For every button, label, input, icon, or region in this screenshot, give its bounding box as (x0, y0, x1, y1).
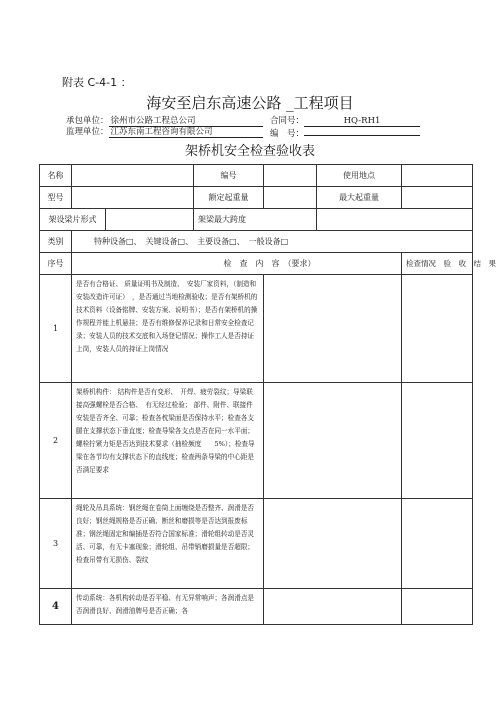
item-number: 3 (40, 499, 72, 589)
name-value[interactable] (72, 165, 194, 187)
max-span-label: 架梁最大跨度 (194, 209, 317, 231)
item-status[interactable] (264, 499, 402, 589)
supervisor-value: 江苏东南工程咨询有限公司 (109, 125, 263, 138)
item-status[interactable] (264, 275, 402, 383)
serial-label: 编 号： (270, 129, 305, 139)
contract-no-value: HQ-RH1 (304, 116, 420, 127)
max-load-label: 最大起重量 (317, 187, 402, 209)
content-header: 检 查 内 容 （要求） (72, 253, 402, 275)
rated-load-label: 额定起重量 (194, 187, 264, 209)
appendix-label: 附表 C-4-1 ： (62, 76, 132, 89)
serial-value (304, 125, 420, 136)
beam-form-value[interactable] (106, 209, 194, 231)
form-title: 架桥机安全检查验收表 (184, 144, 315, 159)
location-value[interactable] (402, 165, 473, 187)
serial-value-cell[interactable] (264, 165, 317, 187)
item-result[interactable] (402, 589, 473, 625)
item-row (40, 589, 473, 625)
item-status[interactable] (264, 383, 402, 499)
category-label: 类别 (40, 231, 72, 253)
inspection-table (39, 164, 496, 625)
item-content: 是否有合格证、 质量证明书及制造、 安装厂家资料，（制造和安装改造许可证） ，是否通过当地检测验收；是否有架桥机的技术资料（设备铭牌、安装方案、说明书）；是否有架桥机的操作规程并能上机悬挂；是否有维修保养记录和日常安全检查记录；安装人员的技术交底和入场登记情况；操作工人是否持证上岗，安装人员的持证上岗情况 (72, 275, 264, 383)
model-value[interactable] (72, 187, 194, 209)
category-row (40, 231, 473, 253)
beam-row (40, 209, 473, 231)
max-span-value[interactable] (317, 209, 473, 231)
item-row (40, 383, 473, 499)
item-number: 1 (40, 275, 72, 383)
item-row (40, 499, 473, 589)
name-label: 名称 (40, 165, 72, 187)
supervisor-label: 监理单位： (66, 127, 109, 137)
item-content: 传动系统：各机构转动是否平稳、有无异常响声；各润滑点是否润滑良好、润滑油牌号是否正确；各 (72, 589, 264, 625)
name-row (40, 165, 473, 187)
location-label: 使用地点 (317, 165, 402, 187)
status-header: 检查情况 验 收 结 果 (402, 253, 473, 275)
rated-load-value[interactable] (264, 187, 317, 209)
project-title: 海安至启东高速公路 _工程项目 (146, 94, 354, 112)
supervisor-row (66, 125, 263, 138)
category-options[interactable]: 特种设备□、 关键设备□、 主要设备□、 一般设备□ (72, 231, 473, 253)
seq-header: 序号 (40, 253, 72, 275)
item-result[interactable] (402, 275, 473, 383)
header-row (40, 253, 473, 275)
model-label: 型号 (40, 187, 72, 209)
contractor-label: 承包单位： (66, 116, 109, 126)
item-content: 绳轮及吊具系统：钢丝绳在卷筒上面缠绕是否整齐、润滑是否良好；钢丝绳规格是否正确、断丝和磨损等是否达到报废标准；钢丝绳固定和编插是否符合国家标准；滑轮组转动是否灵活、可靠，有无卡塞现象；滑轮组、吊带销磨损量是否超限；检查吊带有无损伤、裂纹 (72, 499, 264, 589)
item-number: 2 (40, 383, 72, 499)
contract-no-label: 合同号： (270, 116, 305, 126)
item-status[interactable] (264, 589, 402, 625)
item-result[interactable] (402, 383, 473, 499)
contractor-value: 徐州市公路工程总公司 (109, 114, 263, 127)
model-row (40, 187, 473, 209)
beam-form-label: 架设梁片形式 (40, 209, 106, 231)
item-number: 4 (40, 589, 72, 625)
item-result[interactable] (402, 499, 473, 589)
max-load-value[interactable] (402, 187, 473, 209)
serial-row (270, 125, 420, 139)
serial-label-cell: 编号 (194, 165, 264, 187)
item-row (40, 275, 473, 383)
item-content: 架桥机构件： 结构件是否有变形、 开焊、疲劳裂纹；导梁联接高强螺栓是否合格、 有无经过检验； 部件、附件、联接件安装是否齐全、可靠；检查各枕梁面是否保持水平；检查各支腿在支撑状态下垂直度；检查导梁各支点是否在同一水平面；螺栓拧紧力矩是否达到技术要求（抽检频度 5%）；检查导梁在各节均有支撑状态下的直线度；检查两条导梁的中心距是否满足要求 (72, 383, 264, 499)
